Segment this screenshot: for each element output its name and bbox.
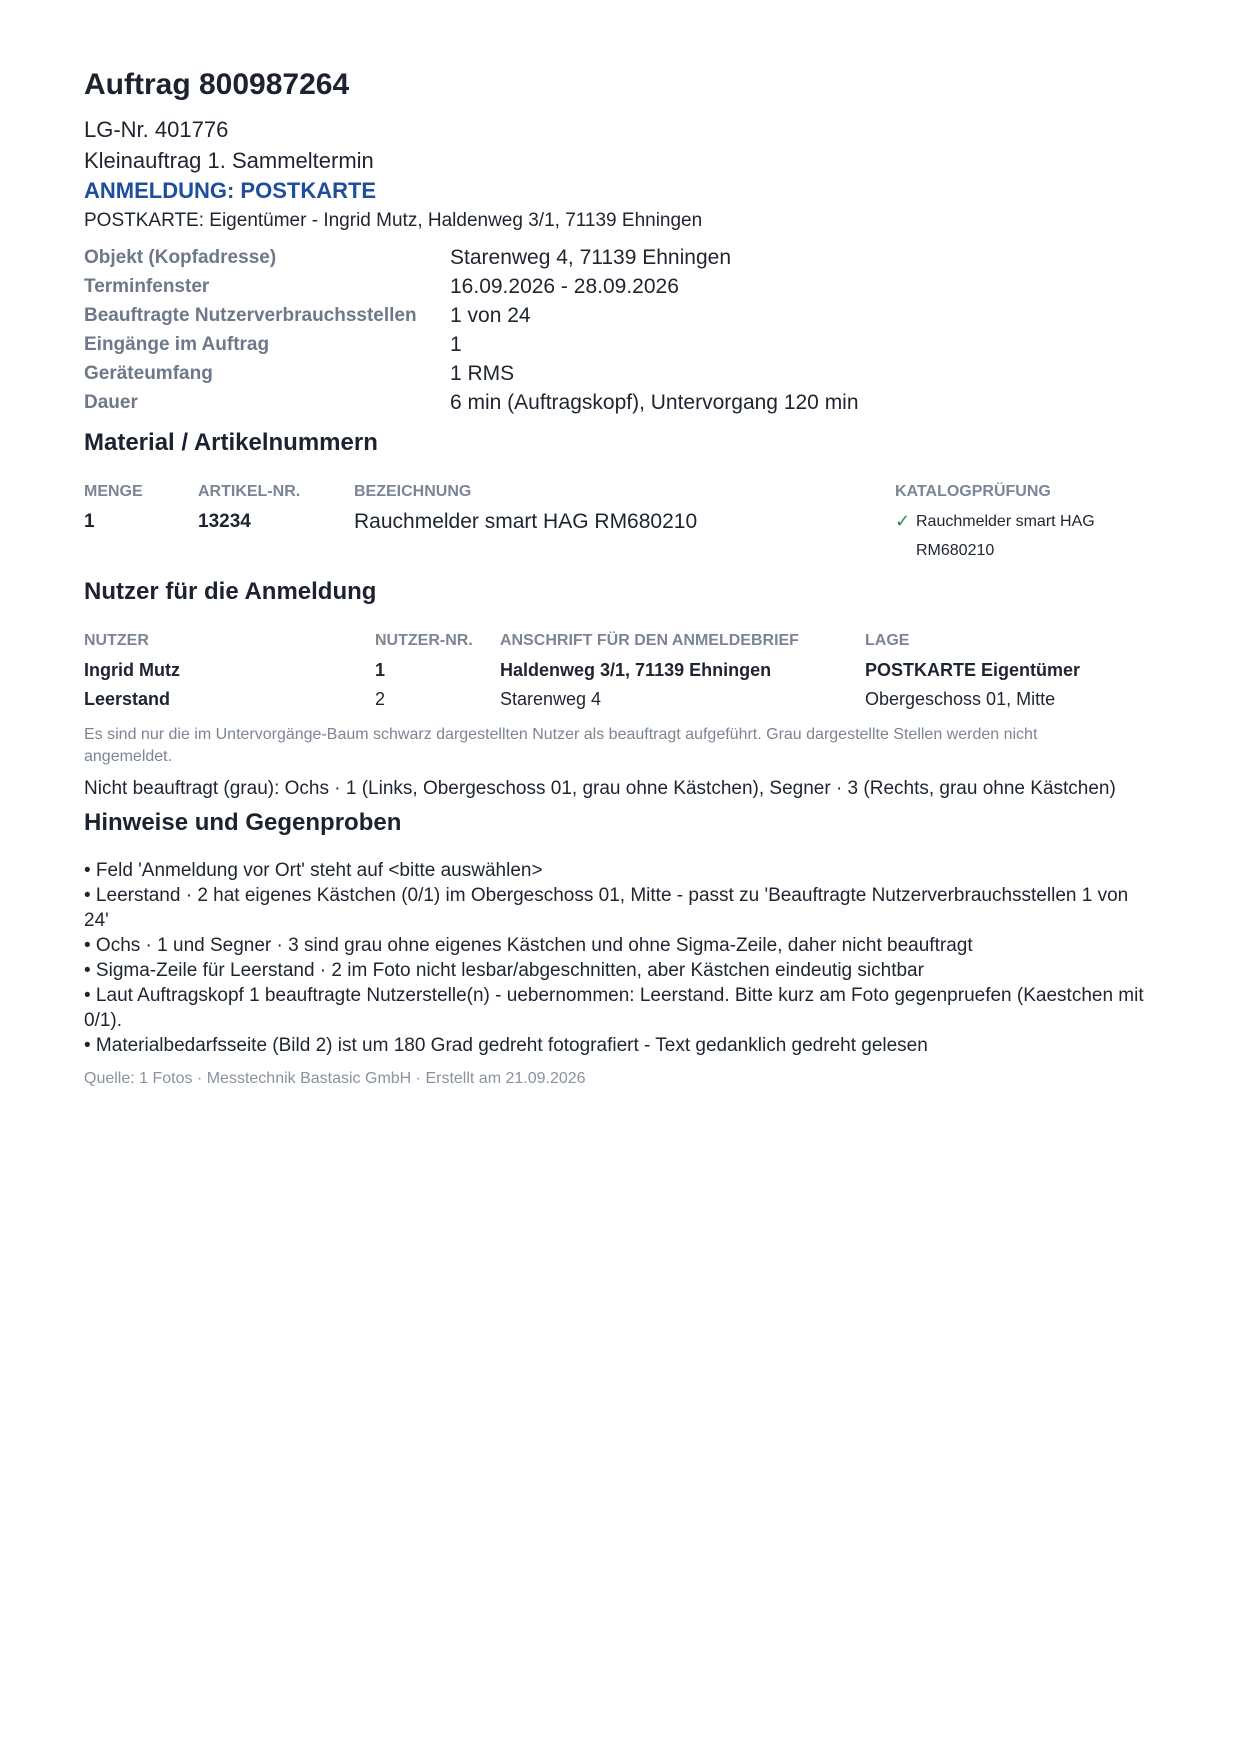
list-item: • Materialbedarfsseite (Bild 2) ist um 180 Grad gedreht fotografiert - Text gedanklich gedreht gelesen [84,1034,928,1056]
column-header-anschrift: ANSCHRIFT FÜR DEN ANMELDEBRIEF [500,632,799,650]
detail-value-nutzerverbrauchsstellen: 1 von 24 [450,304,531,327]
table-row [84,685,1129,714]
detail-key-dauer: Dauer [84,392,138,413]
cell-nutzer-nr: 2 [375,688,386,709]
list-item: • Laut Auftragskopf 1 beauftragte Nutzerstelle(n) - uebernommen: Leerstand. Bitte kurz am Foto gegenpruefen (Kaestchen mit 0/1). [84,984,1144,1031]
list-item: • Leerstand · 2 hat eigenes Kästchen (0/1) im Obergeschoss 01, Mitte - passt zu 'Beauftragte Nutzerverbrauchsstellen 1 von 24' [84,884,1129,931]
detail-value-geraeteumfang: 1 RMS [450,362,515,385]
postcard-recipient: POSTKARTE: Eigentümer - Ingrid Mutz, Haldenweg 3/1, 71139 Ehningen [84,210,703,231]
registration-method: ANMELDUNG: POSTKARTE [84,178,377,203]
column-header-lage: LAGE [865,632,910,650]
check-icon: ✓ [895,510,911,531]
katalog-result: Rauchmelder smart HAG RM680210 [916,512,1095,559]
column-header-bezeichnung: BEZEICHNUNG [354,483,472,501]
cell-bezeichnung: Rauchmelder smart HAG RM680210 [354,509,698,533]
cell-lage: Obergeschoss 01, Mitte [865,688,1056,709]
order-type: Kleinauftrag 1. Sammeltermin [84,148,374,173]
hinweise-section-title: Hinweise und Gegenproben [84,808,402,836]
detail-key-eingaenge: Eingänge im Auftrag [84,334,270,355]
column-header-menge: MENGE [84,483,143,501]
detail-key-terminfenster: Terminfenster [84,276,210,297]
material-header-row [84,478,1129,507]
source-footer: Quelle: 1 Fotos · Messtechnik Bastasic GmbH · Erstellt am 21.09.2026 [84,1069,586,1087]
cell-artikel: 13234 [198,510,251,532]
column-header-nutzer: NUTZER [84,632,149,650]
lg-number: LG-Nr. 401776 [84,117,229,142]
nutzer-section-title: Nutzer für die Anmeldung [84,577,377,605]
detail-key-nutzerverbrauchsstellen: Beauftragte Nutzerverbrauchsstellen [84,305,417,326]
hinweise-list [84,858,1154,1058]
column-header-artikel: ARTIKEL-NR. [198,483,301,501]
cell-anschrift: Starenweg 4 [500,688,602,709]
detail-key-geraeteumfang: Geräteumfang [84,363,213,384]
cell-nutzer: Leerstand [84,688,171,709]
detail-value-eingaenge: 1 [450,333,462,356]
table-row [84,507,1129,565]
nicht-beauftragt-line: Nicht beauftragt (grau): Ochs · 1 (Links, Obergeschoss 01, grau ohne Kästchen), Segner · 3 (Rechts, grau ohne Kästchen) [84,777,1116,799]
detail-value-objekt: Starenweg 4, 71139 Ehningen [450,246,731,269]
order-details [84,246,1174,414]
column-header-katalog: KATALOGPRÜFUNG [895,483,1051,501]
cell-nutzer-nr: 1 [375,659,386,680]
cell-nutzer: Ingrid Mutz [84,659,180,680]
material-section-title: Material / Artikelnummern [84,429,378,456]
table-row [84,656,1129,685]
cell-anschrift: Haldenweg 3/1, 71139 Ehningen [500,659,772,680]
list-item: • Sigma-Zeile für Leerstand · 2 im Foto nicht lesbar/abgeschnitten, aber Kästchen eindeutig sichtbar [84,959,924,981]
document-page [84,64,1174,1090]
cell-lage: POSTKARTE Eigentümer [865,659,1081,680]
detail-value-dauer: 6 min (Auftragskopf), Untervorgang 120 min [450,391,859,414]
material-table [84,478,1129,565]
nutzer-header-row [84,627,1129,656]
list-item: • Ochs · 1 und Segner · 3 sind grau ohne eigenes Kästchen und ohne Sigma-Zeile, daher nicht beauftragt [84,934,973,956]
cell-katalog [895,507,1129,565]
cell-menge: 1 [84,510,95,532]
nutzer-table [84,627,1129,714]
page-title: Auftrag 800987264 [84,68,350,101]
detail-value-terminfenster: 16.09.2026 - 28.09.2026 [450,275,679,298]
column-header-nutzer-nr: NUTZER-NR. [375,632,473,650]
nutzer-note: Es sind nur die im Untervorgänge-Baum schwarz dargestellten Nutzer als beauftragt aufgeführt. Grau dargestellte Stellen werden nicht angemeldet. [84,725,1038,765]
list-item: • Feld 'Anmeldung vor Ort' steht auf <bitte auswählen> [84,859,543,881]
detail-key-objekt: Objekt (Kopfadresse) [84,247,277,268]
